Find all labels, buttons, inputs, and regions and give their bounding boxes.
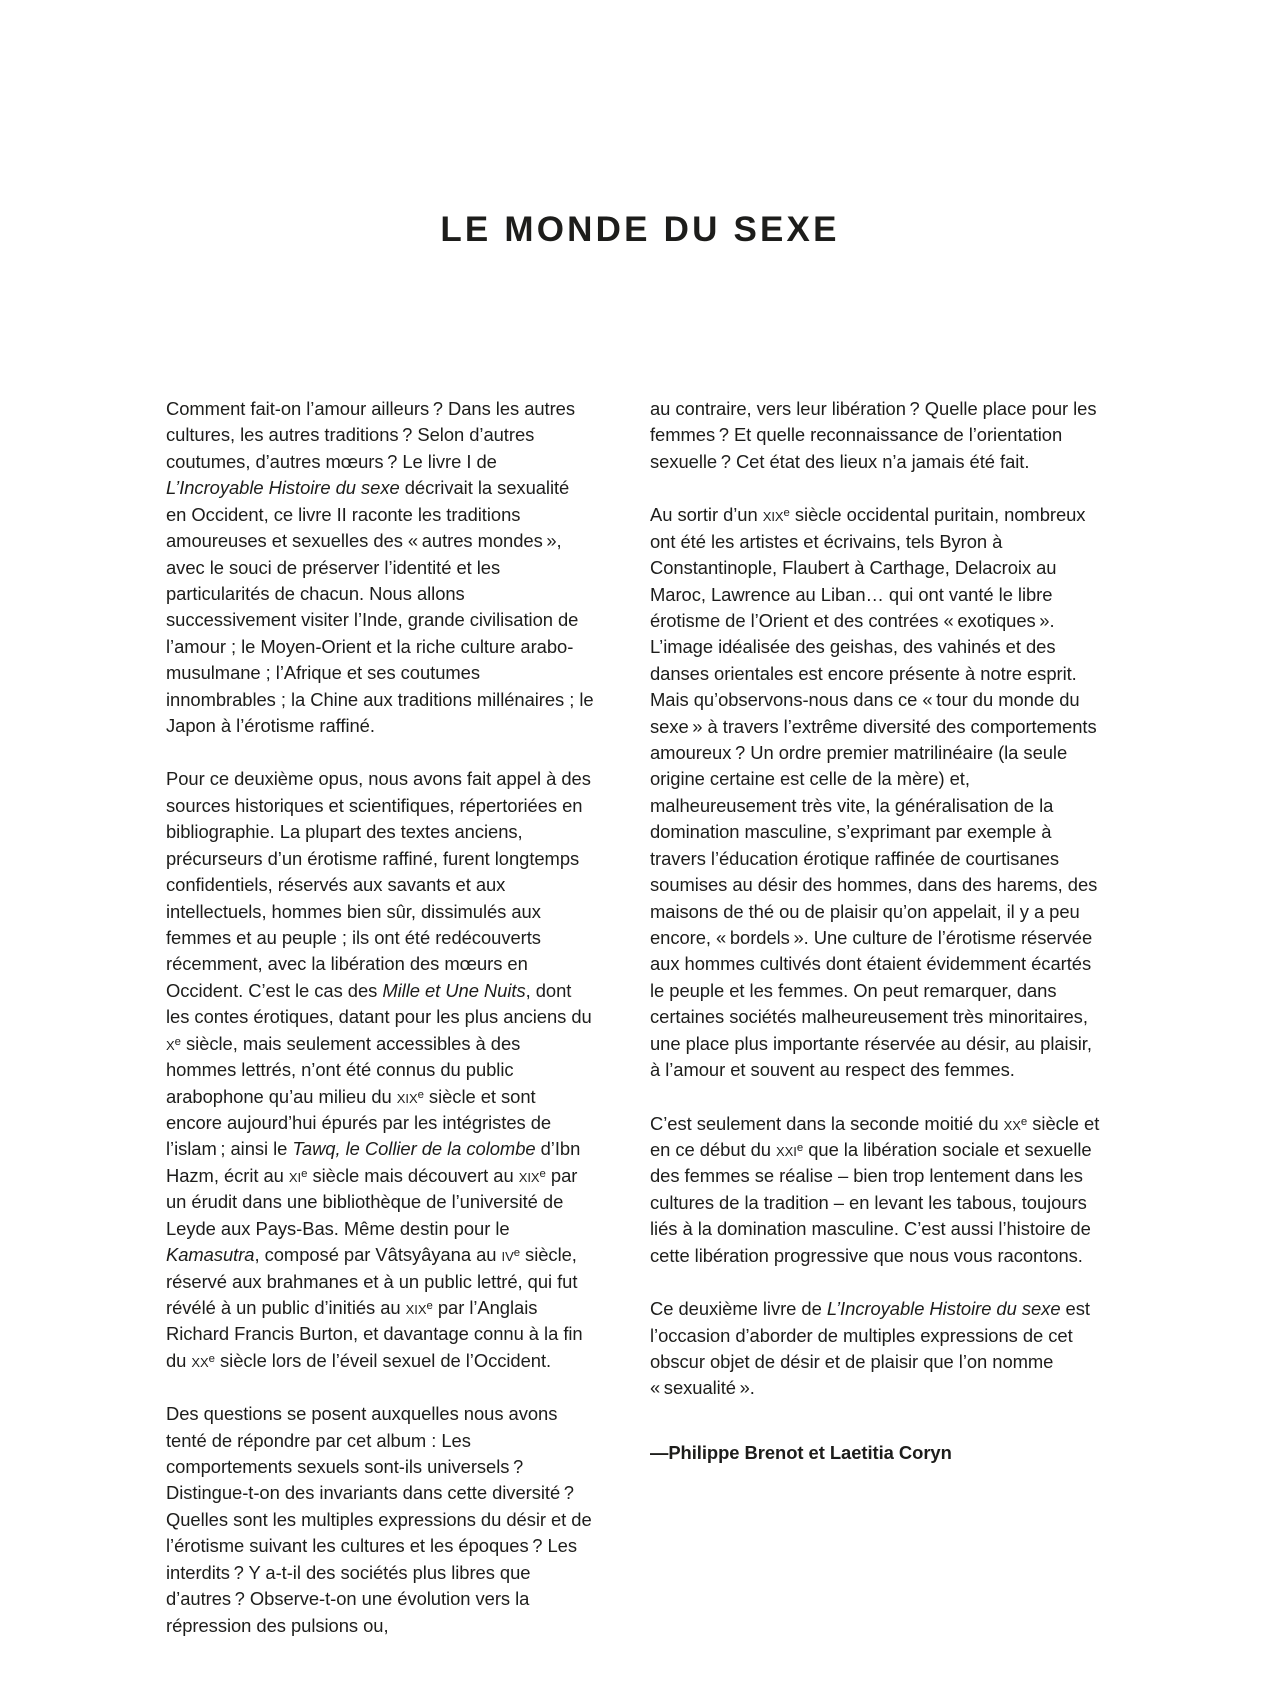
ordinal-suffix: e <box>539 1167 546 1180</box>
roman-numeral: xix <box>518 1164 540 1186</box>
ordinal-suffix: e <box>208 1352 215 1365</box>
text-run: par un érudit dans une bibliothèque de l’université de Leyde aux Pays-Bas. Même destin pour le <box>166 1164 578 1239</box>
right-column-paragraphs <box>650 396 1106 1402</box>
paragraph-closing <box>650 1296 1106 1402</box>
italic-title: L’Incroyable Histoire du sexe <box>166 477 400 499</box>
text-run: siècle et sont encore aujourd’hui épurés par les intégristes de l’islam ; ainsi le <box>166 1085 552 1160</box>
right-column <box>650 396 1106 1639</box>
ordinal-suffix: e <box>1020 1115 1028 1128</box>
roman-numeral: xix <box>762 504 784 526</box>
text-run: siècle occidental puritain, nombreux ont été les artistes et écrivains, tels Byron à Constantinople, Flaubert à Carthage, Delacroix au Maroc, Lawrence au Liban… qui ont vanté le libre érotisme de l’Orient et des contrées « exotiques ». L’image idéalisée des geishas, des vahinés et des danses orientales est encore présente à notre esprit. <box>650 504 1086 684</box>
two-column-body <box>166 396 1106 1639</box>
text-run: au contraire, vers leur libération ? Quelle place pour les femmes ? Et quelle reconnaissance de l’orientation sexuelle ? Cet état des lieux n’a jamais été fait. <box>650 398 1097 472</box>
roman-numeral: xix <box>396 1085 418 1107</box>
text-run: Pour ce deuxième opus, nous avons fait appel à des sources historiques et scientifiques, répertoriées en bibliographie. La plupart des textes anciens, précurseurs d’un érotisme raffiné, furent longtemps confidentiels, réservés aux savants et aux intellectuels, hommes bien sûr, dissimulés aux femmes et au peuple ; ils ont été redécouverts récemment, avec la libération des mœurs en Occident. C’est le cas des <box>166 768 591 1001</box>
text-run: siècle, réservé aux brahmanes et à un public lettré, qui fut révélé à un public d’initiés au <box>166 1244 578 1318</box>
paragraph-intro <box>166 396 594 739</box>
ordinal-suffix: e <box>174 1035 181 1048</box>
paragraph-liberation <box>650 1111 1106 1270</box>
ordinal-suffix: e <box>796 1141 804 1154</box>
ordinal-suffix: e <box>783 507 790 520</box>
paragraph-sources <box>166 766 594 1374</box>
text-run: par l’Anglais Richard Francis Burton, et davantage connu à la fin du <box>166 1296 583 1371</box>
text-run: Mais qu’observons-nous dans ce « tour du monde du sexe » à travers l’extrême diversité des comportements amoureux ? Un ordre premier matrilinéaire (la seule origine certaine est celle de la mère) et, malheureusement très vite, la généralisation de la domination masculine, s’exprimant par exemple à travers l’éducation érotique raffinée de courtisanes soumises au désir des hommes, dans des harems, des maisons de thé ou de plaisir qu’on appelait, il y a peu encore, « bordels ». Une culture de l’érotisme réservée aux hommes cultivés dont étaient évidemment écartés le peuple et les femmes. On peut remarquer, dans certaines sociétés malheureusement très minoritaires, une place plus importante réservée au désir, au plaisir, à l’amour et souvent au respect des femmes. <box>650 689 1098 1081</box>
text-run: siècle et en ce début du <box>650 1112 1100 1160</box>
text-run: d’Ibn Hazm, écrit au <box>166 1138 581 1186</box>
text-run: Au sortir d’un <box>650 504 763 526</box>
italic-title: Tawq, le Collier de la colombe <box>292 1138 536 1160</box>
roman-numeral: xx <box>191 1349 209 1371</box>
text-run: siècle lors de l’éveil sexuel de l’Occident. <box>214 1349 552 1371</box>
roman-numeral: x <box>166 1032 175 1054</box>
page-title: LE MONDE DU SEXE <box>440 210 840 250</box>
text-run: , composé par Vâtsyâyana au <box>254 1244 502 1266</box>
ordinal-suffix: e <box>417 1088 424 1101</box>
italic-title: Kamasutra <box>166 1244 255 1266</box>
text-run: est l’occasion d’aborder de multiples expressions de cet obscur objet de désir et de plaisir que l’on nomme « sexualité ». <box>650 1298 1090 1399</box>
italic-title: Mille et Une Nuits <box>382 979 526 1001</box>
paragraph-orientalism <box>650 502 1106 1083</box>
text-run: que la libération sociale et sexuelle des femmes se réalise – bien trop lentement dans les cultures de la tradition – en levant les tabous, toujours liés à la domination masculine. C’est aussi l’histoire de cette libération progressive que nous vous racontons. <box>650 1138 1092 1266</box>
author-signature: —Philippe Brenot et Laetitia Coryn <box>650 1441 952 1463</box>
roman-numeral: xx <box>1003 1112 1021 1134</box>
text-run: , dont les contes érotiques, datant pour les plus anciens du <box>166 979 592 1028</box>
ordinal-suffix: e <box>426 1299 433 1312</box>
text-run: siècle mais découvert au <box>307 1164 519 1186</box>
text-run: décrivait la sexualité en Occident, ce livre II raconte les traditions amoureuses et sexuelles des « autres mondes », avec le souci de préserver l’identité et les particularités de chacun. Nous allons successivement visiter l’Inde, grande civilisation de l’amour ; le Moyen-Orient et la riche culture arabo-musulmane ; l’Afrique et ses coutumes innombrables ; la Chine aux traditions millénaires ; le Japon à l’érotisme raffiné. <box>166 477 594 737</box>
text-run: siècle, mais seulement accessibles à des hommes lettrés, n’ont été connus du public arabophone qu’au milieu du <box>166 1032 521 1107</box>
ordinal-suffix: e <box>513 1246 520 1259</box>
left-column <box>166 396 594 1639</box>
roman-numeral: xxi <box>776 1138 797 1160</box>
roman-numeral: iv <box>501 1244 514 1266</box>
roman-numeral: xix <box>405 1296 427 1318</box>
roman-numeral: xi <box>288 1164 302 1186</box>
paragraph-questions <box>166 1401 594 1639</box>
text-run: Comment fait-on l’amour ailleurs ? Dans les autres cultures, les autres traditions ? Selon d’autres coutumes, d’autres mœurs ? Le livre I de <box>166 398 576 472</box>
italic-title: L’Incroyable Histoire du sexe <box>826 1298 1061 1320</box>
text-run: Ce deuxième livre de <box>650 1298 827 1320</box>
text-run: C’est seulement dans la seconde moitié du <box>650 1112 1004 1134</box>
ordinal-suffix: e <box>301 1167 308 1180</box>
text-run: Des questions se posent auxquelles nous avons tenté de répondre par cet album : Les comportements sexuels sont-ils universels ? Distingue-t-on des invariants dans cette diversité ? Quelles sont les multiples expressions du désir et de l’érotisme suivant les cultures et les époques ? Les interdits ? Y a-t-il des sociétés plus libres que d’autres ? Observe-t-on une évolution vers la répression des pulsions ou, <box>166 1403 592 1636</box>
paragraph-continuation <box>650 396 1106 475</box>
